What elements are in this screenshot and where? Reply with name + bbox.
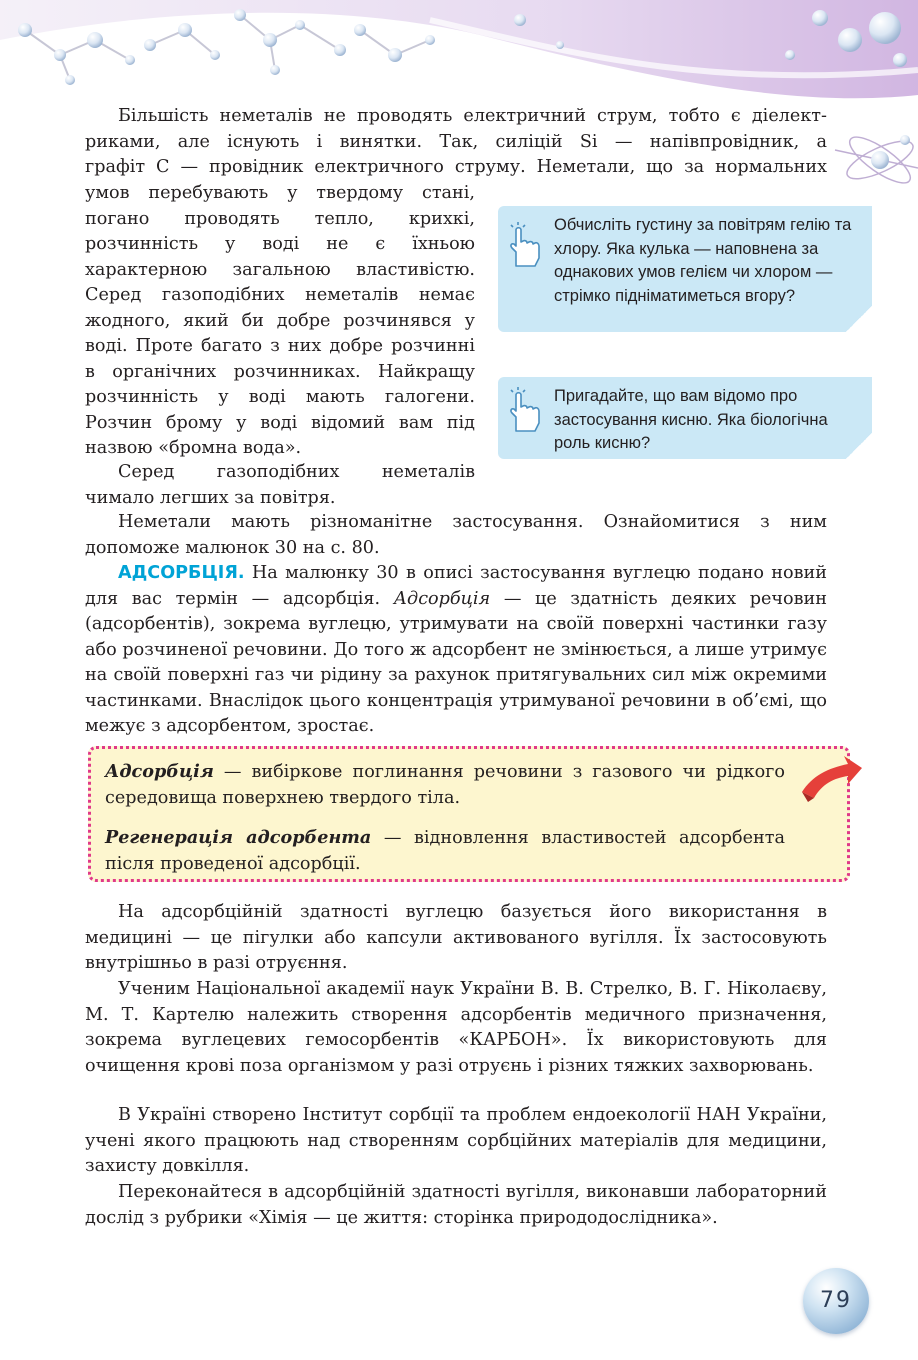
- paragraph-light-gases: Серед газоподібних неметалів чимало легших за повітря.: [85, 462, 475, 508]
- term-italic: Адсорбція: [393, 588, 491, 609]
- page-fold-corner: [846, 433, 872, 459]
- pointing-hand-icon: [504, 222, 542, 268]
- text-line: Більшість неметалів не проводять електричний струм, тобто є діелект-: [118, 106, 827, 126]
- text-line: риками, але існують і винятки. Так, силіцій Si — напівпровідник, а: [85, 131, 827, 152]
- text-line: графіт C — провідник електричного струму. Неметали, що за нормальних: [85, 157, 827, 177]
- definition-text: — відновлення властивостей адсорбента після проведеної адсорбції.: [105, 828, 785, 874]
- sidebar-question-text: Обчисліть густину за повітрям гелію та хлору. Яка кулька — наповнена за однакових умов гелієм чи хлором — стрімко підніматиметься вгору?: [554, 216, 852, 305]
- paragraph-medicine: На адсорбційній здатності вуглецю базується його використання в медицині — це пігулки або капсули активованого вугілля. Їх застосовують внутрішньо в разі отруєння.: [85, 902, 827, 973]
- paragraph-text: На малюнку 30 в описі застосування вуглецю подано новий для вас термін — адсорбція.: [85, 563, 827, 609]
- sidebar-question-box: [498, 206, 872, 332]
- definition-term: Регенерація адсорбента: [105, 827, 372, 848]
- definition-term: Адсорбція: [105, 761, 214, 782]
- definition-text: — вибіркове поглинання речовини з газового чи рідкого середовища поверхнею твердого тіла.: [105, 762, 785, 808]
- definition-adsorption: [105, 759, 785, 811]
- paragraph-text: — це здатність деяких речовин (адсорбентів), зокрема вуглецю, утримувати на своїй поверхні частинки газу або розчиненої речовини. До того ж адсорбент не змінюється, а лише утримує на своїй поверхні газ чи рідину за рахунок притягувальних сил між окремими частинками. Внаслідок цього концентрація утримуваної речовини в об’ємі, що межує з адсорбентом, зростає.: [85, 588, 827, 736]
- sidebar-question-text: Пригадайте, що вам відомо про застосування кисню. Яка біологічна роль кисню?: [554, 387, 828, 452]
- paragraph-applications: Неметали мають різноманітне застосування. Ознайомитися з ним допоможе малюнок 30 на с. 80.: [85, 512, 827, 558]
- paragraph-intro: [85, 104, 827, 181]
- paragraph-intro-continued: умов перебувають у твердому стані, погано проводять тепло, крихкі, розчинність у воді не є їхньою характерною загальною властивістю. Серед газоподібних неметалів немає жодного, який би добре розчинявся у воді. Проте багато з них добре розчинні в органічних розчинниках. Найкращу розчинність у воді мають галогени. Розчин брому у воді відомий вам під назвою «бромна вода».: [85, 183, 475, 458]
- paragraph-adsorption: [85, 561, 827, 740]
- pointing-hand-icon: [504, 387, 542, 433]
- definition-regeneration: [105, 825, 785, 877]
- section-heading: АДСОРБЦІЯ.: [118, 563, 245, 583]
- definition-box: [88, 746, 850, 882]
- sidebar-question-box: [498, 377, 872, 459]
- paragraph-institute: В Україні створено Інститут сорбції та проблем ендоекології НАН України, учені якого працюють над створенням сорбційних матеріалів для медицини, захисту довкілля.: [85, 1105, 827, 1176]
- paragraph-lab-experiment: Переконайтеся в адсорбційній здатності вугілля, виконавши лабораторний дослід з рубрики «Хімія — це життя: сторінка природодослідника».: [85, 1182, 827, 1228]
- page-fold-corner: [846, 306, 872, 332]
- paragraph-scientists: Ученим Національної академії наук України В. В. Стрелко, В. Г. Ніколаєву, М. Т. Картелю належить створення адсорбентів медичного призначення, зокрема вуглецевих гемосорбентів «КАРБОН». Їх використовують для очищення крові поза організмом у разі отруєнь і різних тяжких захворювань.: [85, 979, 827, 1076]
- ribbon-icon: [798, 754, 864, 804]
- page-number: 79: [803, 1268, 869, 1334]
